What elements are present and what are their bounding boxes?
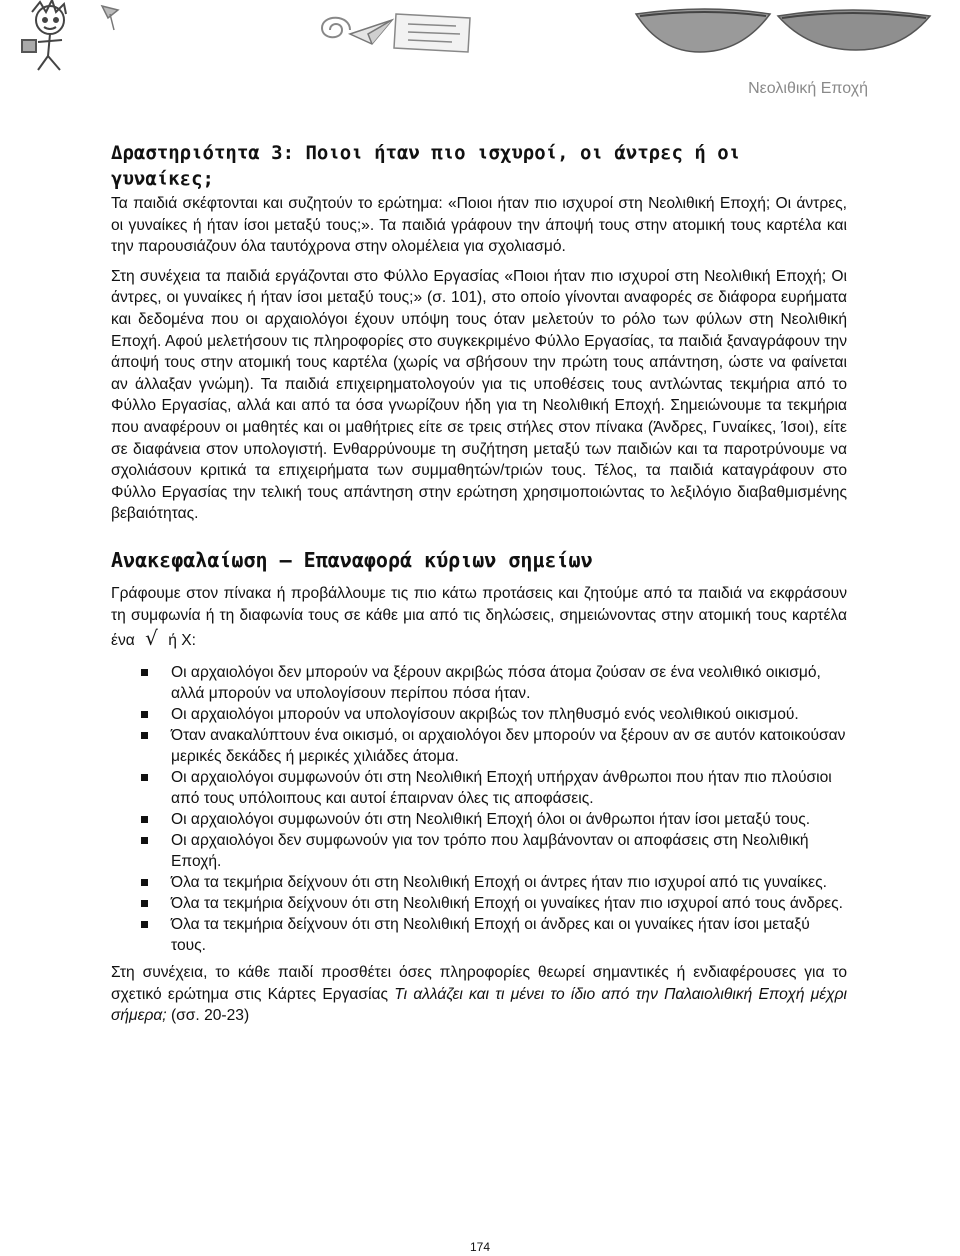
check-mark-icon: √ <box>145 625 158 650</box>
child-drawing-icon <box>22 0 66 70</box>
closing-italic-title: Τι αλλάζει και τι μένει το ίδιο από την Παλαιολιθική Εποχή μέχρι σήμερα; <box>111 985 847 1025</box>
list-item <box>111 830 847 872</box>
statement-text: Όλα τα τεκμήρια δείχνουν ότι στη Νεολιθική Εποχή οι άντρες ήταν πιο ισχυροί από τις γυναίκες. <box>171 873 827 891</box>
header-decoration <box>0 0 960 72</box>
list-item <box>111 872 847 893</box>
statement-text: Όλα τα τεκμήρια δείχνουν ότι στη Νεολιθική Εποχή οι γυναίκες ήταν πιο ισχυροί από τους άνδρες. <box>171 894 844 912</box>
statement-text: Οι αρχαιολόγοι συμφωνούν ότι στη Νεολιθική Εποχή όλοι οι άνθρωποι ήταν ίσοι μεταξύ τους. <box>171 810 811 828</box>
bowl-icon <box>778 10 930 50</box>
header-illustrations <box>0 0 960 72</box>
summary-intro-tail: ή Χ: <box>168 631 196 649</box>
running-header: Νεολιθική Εποχή <box>748 80 868 97</box>
bullet-icon <box>141 711 148 718</box>
list-item <box>111 767 847 809</box>
summary-title: Ανακεφαλαίωση – Επαναφορά κύριων σημείων <box>111 547 593 572</box>
spiral-icon <box>322 18 350 38</box>
list-item <box>111 893 847 914</box>
bullet-icon <box>141 669 148 676</box>
activity-title: Δραστηριότητα 3: Ποιοι ήταν πιο ισχυροί, οι άντρες ή οι γυναίκες; <box>111 142 741 190</box>
closing-paragraph <box>111 962 847 1027</box>
statement-text: Οι αρχαιολόγοι δεν μπορούν να ξέρουν ακριβώς πόσα άτομα ζούσαν σε ένα νεολιθικό οικισμό, αλλά μπορούν να υπολογίσουν περίπου πόσα ήταν. <box>171 663 821 702</box>
summary-intro <box>111 583 847 652</box>
bullet-icon <box>141 732 148 739</box>
bullet-icon <box>141 879 148 886</box>
notes-icon <box>394 14 470 52</box>
statement-text: Όλα τα τεκμήρια δείχνουν ότι στη Νεολιθική Εποχή οι άνδρες και οι γυναίκες ήταν ίσοι μεταξύ τους. <box>171 915 810 954</box>
bullet-icon <box>141 900 148 907</box>
statement-text: Όταν ανακαλύπτουν ένα οικισμό, οι αρχαιολόγοι δεν μπορούν να ξέρουν αν σε αυτόν κατοικούσαν μερικές δεκάδες ή μερικές χιλιάδες άτομα. <box>171 726 846 765</box>
bowl-icon <box>636 9 770 52</box>
statement-list <box>111 662 847 956</box>
bullet-icon <box>141 774 148 781</box>
closing-text: Στη συνέχεια, το κάθε παιδί προσθέτει όσες πληροφορίες θεωρεί σημαντικές ή ενδιαφέρουσες για το σχετικό ερώτημα στις Κάρτες Εργασίας <box>111 963 847 1003</box>
paper-plane-icon <box>350 20 392 44</box>
list-item <box>111 725 847 767</box>
list-item <box>111 704 847 725</box>
list-item <box>111 662 847 704</box>
ribbon-icon <box>102 6 118 30</box>
page-content <box>111 140 847 1027</box>
bullet-icon <box>141 921 148 928</box>
activity-paragraph-2: Στη συνέχεια τα παιδιά εργάζονται στο Φύλλο Εργασίας «Ποιοι ήταν πιο ισχυροί στη Νεολιθική Εποχή; Οι άντρες, οι γυναίκες ή ήταν ίσοι μεταξύ τους;» (σ. 101), στο οποίο γίνονται αναφορές σε διάφορα ευρήματα και δεδομένα που οι αρχαιολόγοι έχουν υπόψη τους όταν μελετούν το ρόλο των φύλων στη Νεολιθική Εποχή. Αφού μελετήσουν τις πληροφορίες στο συγκεκριμένο Φύλλο Εργασίας, τα παιδιά ξαναγράφουν την άποψή τους στην ατομική τους καρτέλα (χωρίς να σβήσουν την πρώτη τους απάντηση, ώστε να φαίνεται αν άλλαξαν γνώμη). Τα παιδιά επιχειρηματολογούν για τις υποθέσεις τους αντλώντας τεκμήρια από το Φύλλο Εργασίας, αλλά και από τα όσα γνωρίζουν ήδη για τη Νεολιθική Εποχή. Σημειώνουμε τα τεκμήρια που αναφέρουν οι μαθητές και οι μαθήτριες είτε σε τρεις στήλες στον πίνακα (Άνδρες, Γυναίκες, Ίσοι), είτε σε διαφάνεια στον υπολογιστή. Ενθαρρύνουμε τη συζήτηση μεταξύ των παιδιών και τα παροτρύνουμε να σχολιάσουν κριτικά τα επιχειρήματα των συμμαθητών/τριών τους. Τέλος, τα παιδιά καταγράφουν στο Φύλλο Εργασίας την τελική τους απάντηση στην ερώτηση χρησιμοποιώντας το λεξιλόγιο διαβαθμισμένης βεβαιότητας. <box>111 267 847 523</box>
statement-text: Οι αρχαιολόγοι μπορούν να υπολογίσουν ακριβώς τον πληθυσμό ενός νεολιθικού οικισμού. <box>171 705 799 723</box>
page-number: 174 <box>469 1240 491 1254</box>
statement-text: Οι αρχαιολόγοι συμφωνούν ότι στη Νεολιθική Εποχή υπήρχαν άνθρωποι που ήταν πιο πλούσιοι από τους υπόλοιπους και αυτοί έπαιρναν όλες τις αποφάσεις. <box>171 768 832 807</box>
bullet-icon <box>141 816 148 823</box>
activity-paragraph-1: Τα παιδιά σκέφτονται και συζητούν το ερώτημα: «Ποιοι ήταν πιο ισχυροί στη Νεολιθική Εποχή; Οι άντρες, οι γυναίκες ή ήταν ίσοι μεταξύ τους;». Τα παιδιά γράφουν την άποψή τους στην ατομική τους καρτέλα και την παρουσιάζουν όλα ταυτόχρονα στην ολομέλεια για σχολιασμό. <box>111 195 847 256</box>
bullet-icon <box>141 837 148 844</box>
list-item <box>111 914 847 956</box>
list-item <box>111 809 847 830</box>
statement-text: Οι αρχαιολόγοι δεν συμφωνούν για τον τρόπο που λαμβάνονταν οι αποφάσεις στη Νεολιθική Εποχή. <box>171 831 809 870</box>
summary-intro-text: Γράφουμε στον πίνακα ή προβάλλουμε τις πιο κάτω προτάσεις και ζητούμε από τα παιδιά να εκφράσουν τη συμφωνία ή τη διαφωνία τους σε κάθε μια από τις δηλώσεις, σημειώνοντας στην ατομική τους καρτέλα ένα <box>111 584 847 649</box>
closing-pages: (σσ. 20-23) <box>170 1007 250 1025</box>
